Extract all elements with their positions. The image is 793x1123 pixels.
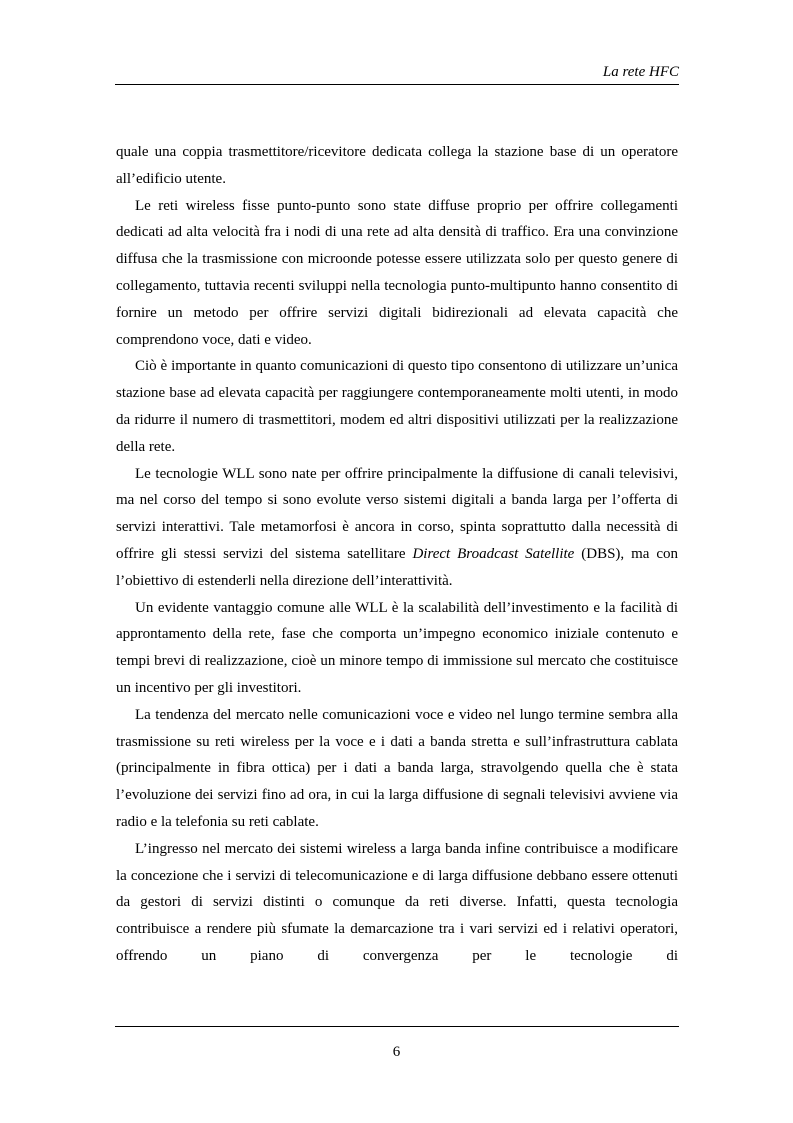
paragraph-5: Un evidente vantaggio comune alle WLL è la scalabilità dell’investimento e la facilità di approntamento della rete, fase che comporta un’impegno economico iniziale contenuto e tempi brevi di realizzazione, cioè un minore tempo di immissione sul mercato che costituisce un incentivo per gli investitori. bbox=[116, 599, 678, 696]
paragraph-1: quale una coppia trasmettitore/ricevitore dedicata collega la stazione base di un operatore all’edificio utente. bbox=[116, 144, 678, 187]
paragraph-4-text-b: (DBS), ma con l’obiettivo di estenderli nella direzione dell’interattività. bbox=[116, 545, 679, 589]
page-number: 6 bbox=[392, 1044, 401, 1060]
footer-rule bbox=[115, 1026, 679, 1027]
paragraph-4-text-a: Le tecnologie WLL sono nate per offrire principalmente la diffusione di canali televisivi, ma nel corso del tempo si sono evolute verso sistemi digitali a banda larga per l’offerta di servizi interattivi. Tale metamorfosi è ancora in corso, spinta soprattutto dalla necessità di offrire gli stessi servizi del sistema satellitare bbox=[116, 465, 678, 562]
paragraph-7: L’ingresso nel mercato dei sistemi wireless a larga banda infine contribuisce a modificare la concezione che i servizi di telecomunicazione e di larga diffusione debbano essere ottenuti da gestori di servizi distinti o comunque da reti diverse. Infatti, questa tecnologia contribuisce a rendere più sfumate la demarcazione tra i vari servizi ed i relativi operatori, offrendo un piano di convergenza per le tecnologie di bbox=[116, 840, 678, 964]
paragraph-3: Ciò è importante in quanto comunicazioni di questo tipo consentono di utilizzare un’unica stazione base ad elevata capacità per raggiungere contemporaneamente molti utenti, in modo da ridurre il numero di trasmettitori, modem ed altri dispositivi utilizzati per la realizzazione della rete. bbox=[116, 358, 678, 455]
paragraph-2: Le reti wireless fisse punto-punto sono state diffuse proprio per offrire collegamenti dedicati ad alta velocità fra i nodi di una rete ad alta densità di traffico. Era una convinzione diffusa che la trasmissione con microonde potesse essere utilizzata solo per questo genere di collegamento, tuttavia recenti sviluppi nella tecnologia punto-multipunto hanno consentito di fornire un metodo per offrire servizi digitali bidirezionali ad elevata capacità che comprendono voce, dati e video. bbox=[116, 197, 678, 348]
paragraph-4 bbox=[116, 461, 678, 595]
paragraph-6: La tendenza del mercato nelle comunicazioni voce e video nel lungo termine sembra alla trasmissione su reti wireless per la voce e i dati a banda stretta e sull’infrastruttura cablata (principalmente in fibra ottica) per i dati a banda larga, stravolgendo quella che è stata l’evoluzione dei servizi fino ad ora, in cui la larga diffusione di segnali televisivi avviene via radio e la telefonia su reti cablate. bbox=[116, 706, 678, 830]
running-header-title: La rete HFC bbox=[602, 64, 679, 80]
paragraph-4-italic-term: Direct Broadcast Satellite bbox=[412, 545, 575, 562]
header-rule bbox=[115, 84, 679, 85]
body-text bbox=[116, 139, 678, 970]
